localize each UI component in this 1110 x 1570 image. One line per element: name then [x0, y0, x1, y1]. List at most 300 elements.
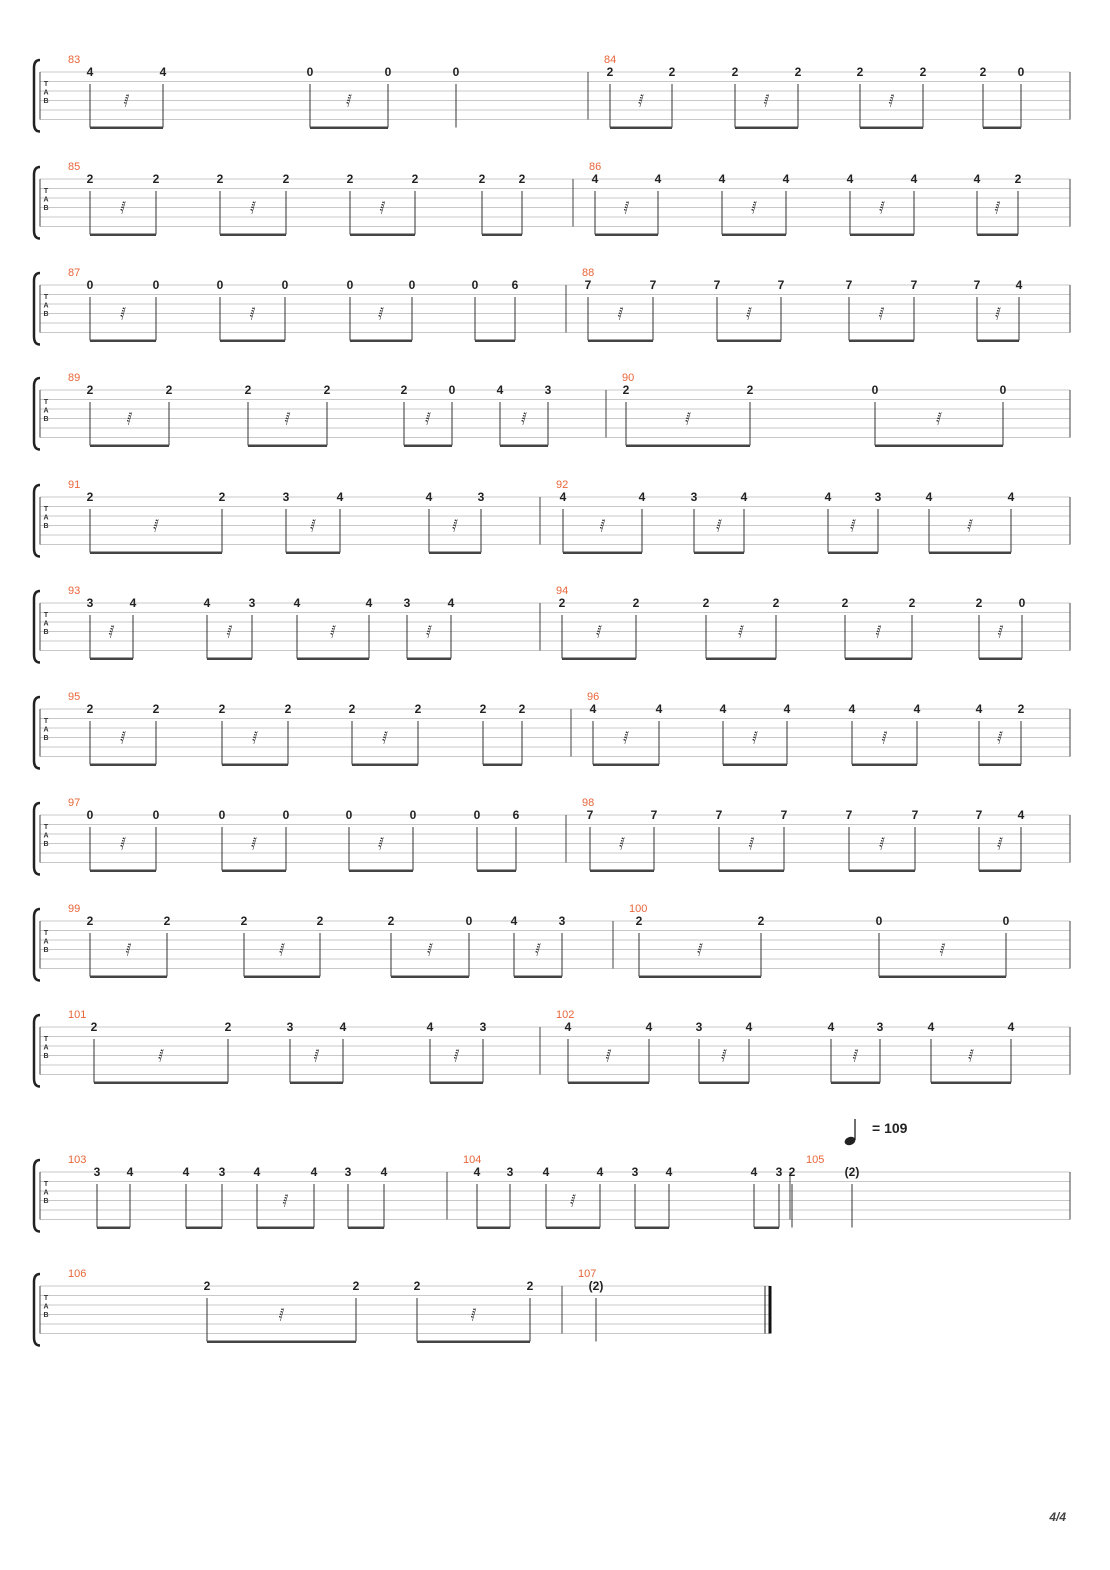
- beam: [635, 1227, 669, 1230]
- fret-number: 2: [518, 172, 526, 186]
- tab-clef-letter: A: [43, 302, 49, 310]
- fret-number: 3: [775, 1165, 783, 1179]
- tab-clef-letter: B: [43, 98, 49, 105]
- fret-number: 0: [281, 278, 289, 292]
- tab-clef-letter: T: [43, 81, 49, 88]
- system-bracket: [34, 60, 40, 132]
- fret-number: 2: [622, 383, 630, 397]
- beam: [248, 445, 327, 448]
- fret-number: 2: [606, 65, 614, 79]
- measure-number: 91: [68, 479, 81, 491]
- rest-symbol: 𝅁: [330, 623, 336, 639]
- tab-clef-letter: A: [43, 1303, 49, 1311]
- rest-symbol: 𝅁: [251, 835, 257, 851]
- system-bracket: [34, 1160, 40, 1232]
- tab-staff-system: [34, 54, 1070, 132]
- measure-number: 83: [68, 54, 81, 66]
- tab-clef-letter: B: [43, 947, 49, 954]
- beam: [391, 976, 469, 979]
- rest-symbol: 𝅁: [875, 623, 882, 639]
- beam: [222, 870, 286, 873]
- tab-staff-system: [34, 903, 1070, 981]
- fret-number: 3: [690, 490, 698, 504]
- beam: [723, 764, 787, 767]
- fret-number: 4: [750, 1165, 758, 1179]
- beam: [593, 764, 659, 767]
- beam: [845, 658, 912, 661]
- beam: [90, 764, 156, 767]
- fret-number: 3: [248, 596, 256, 610]
- fret-number: 2: [757, 914, 765, 928]
- beam: [350, 234, 415, 237]
- rest-symbol: 𝅁: [738, 623, 744, 639]
- rest-symbol: 𝅁: [968, 1047, 974, 1063]
- rest-symbol: 𝅁: [716, 517, 722, 533]
- rest-symbol: 𝅁: [746, 305, 752, 321]
- fret-number: 0: [408, 278, 416, 292]
- fret-number: 2: [282, 172, 290, 186]
- fret-number: 2: [316, 914, 324, 928]
- fret-number: 4: [745, 1020, 753, 1034]
- beam: [875, 445, 1003, 448]
- fret-number: 4: [253, 1165, 261, 1179]
- tab-staff-system: [34, 1268, 770, 1346]
- rest-symbol: 𝅁: [282, 1192, 289, 1208]
- fret-number: 2: [788, 1165, 796, 1179]
- rest-symbol: 𝅁: [453, 1047, 460, 1063]
- fret-number: 2: [731, 65, 739, 79]
- tab-clef-letter: A: [43, 726, 49, 734]
- system-bracket: [34, 273, 40, 345]
- beam: [349, 870, 413, 873]
- fret-number: 4: [559, 490, 567, 504]
- tab-clef-letter: A: [43, 514, 49, 522]
- beam: [477, 870, 516, 873]
- fret-number: 0: [471, 278, 479, 292]
- tab-clef-letter: B: [43, 735, 49, 742]
- fret-number: 3: [631, 1165, 639, 1179]
- rest-symbol: 𝅁: [120, 199, 126, 215]
- tab-clef-letter: B: [43, 523, 49, 530]
- fret-number: 2: [772, 596, 780, 610]
- fret-number: 2: [841, 596, 849, 610]
- measure-number: 107: [578, 1268, 597, 1280]
- beam: [94, 1082, 228, 1085]
- fret-number: 2: [794, 65, 802, 79]
- fret-number: 4: [655, 702, 663, 716]
- beam: [860, 127, 923, 130]
- measure-number: 87: [68, 267, 81, 279]
- fret-number: 4: [665, 1165, 673, 1179]
- fret-number: 0: [216, 278, 224, 292]
- rest-symbol: 𝅁: [936, 410, 942, 426]
- beam: [979, 870, 1021, 873]
- measure-number: 99: [68, 903, 81, 915]
- fret-number: 4: [1007, 1020, 1015, 1034]
- system-bracket: [34, 591, 40, 663]
- tab-staff-system: [34, 372, 1070, 450]
- tab-clef-letter: T: [43, 294, 49, 301]
- tab-clef-letter: T: [43, 1036, 49, 1043]
- fret-number: 4: [129, 596, 137, 610]
- fret-number: 4: [638, 490, 646, 504]
- rest-symbol: 𝅁: [278, 1306, 285, 1322]
- fret-number: 7: [649, 278, 657, 292]
- measure-number: 104: [463, 1154, 482, 1166]
- fret-number: 7: [586, 808, 594, 822]
- rest-symbol: 𝅁: [284, 410, 291, 426]
- rest-symbol: 𝅁: [939, 941, 946, 957]
- fret-number: 4: [927, 1020, 935, 1034]
- fret-number: 4: [975, 702, 983, 716]
- fret-number: 2: [86, 383, 94, 397]
- beam: [477, 1227, 510, 1230]
- beam: [699, 1082, 749, 1085]
- fret-number: 2: [216, 172, 224, 186]
- fret-number: 2: [1014, 172, 1022, 186]
- fret-number: 7: [777, 278, 785, 292]
- fret-number: 7: [650, 808, 658, 822]
- fret-number: 7: [780, 808, 788, 822]
- beam: [90, 658, 133, 661]
- beam: [90, 552, 222, 555]
- beam: [404, 445, 452, 448]
- rest-symbol: 𝅁: [346, 92, 352, 108]
- fret-number: 3: [403, 596, 411, 610]
- beam: [417, 1341, 530, 1344]
- system-bracket: [34, 697, 40, 769]
- fret-number: 4: [339, 1020, 347, 1034]
- fret-number: 4: [542, 1165, 550, 1179]
- fret-number: 7: [911, 808, 919, 822]
- measure-number: 84: [604, 54, 617, 66]
- fret-number: 2: [702, 596, 710, 610]
- tab-clef-letter: B: [43, 205, 49, 212]
- fret-number: 3: [544, 383, 552, 397]
- beam: [310, 127, 388, 130]
- fret-number: 4: [719, 702, 727, 716]
- measure-number: 101: [68, 1009, 87, 1021]
- measure-number: 93: [68, 585, 81, 597]
- rest-symbol: 𝅁: [879, 199, 885, 215]
- measure-number: 92: [556, 479, 569, 491]
- beam: [90, 340, 156, 343]
- beam: [90, 127, 163, 130]
- system-bracket: [34, 803, 40, 875]
- fret-number: 2: [518, 702, 526, 716]
- fret-number: 4: [182, 1165, 190, 1179]
- fret-number: 4: [1017, 808, 1025, 822]
- tab-clef-letter: T: [43, 1295, 49, 1302]
- fret-number: 4: [740, 490, 748, 504]
- fret-number: 2: [323, 383, 331, 397]
- fret-number: 4: [380, 1165, 388, 1179]
- fret-number: 2: [526, 1279, 534, 1293]
- fret-number: 4: [782, 172, 790, 186]
- beam: [297, 658, 369, 661]
- fret-number: 0: [384, 65, 392, 79]
- tab-clef-letter: T: [43, 718, 49, 725]
- tab-clef-letter: A: [43, 1044, 49, 1052]
- rest-symbol: 𝅁: [382, 729, 388, 745]
- rest-symbol: 𝅁: [623, 729, 629, 745]
- rest-symbol: 𝅁: [763, 92, 770, 108]
- measure-number: 90: [622, 372, 635, 384]
- system-bracket: [34, 485, 40, 557]
- tab-clef-letter: T: [43, 399, 49, 406]
- fret-number: 4: [718, 172, 726, 186]
- fret-number: 4: [510, 914, 518, 928]
- fret-number: 3: [876, 1020, 884, 1034]
- beam: [828, 552, 878, 555]
- beam: [244, 976, 320, 979]
- fret-number: 2: [908, 596, 916, 610]
- fret-number: 4: [336, 490, 344, 504]
- beam: [852, 764, 917, 767]
- tab-clef-letter: T: [43, 506, 49, 513]
- tab-clef-letter: B: [43, 416, 49, 423]
- rest-symbol: 𝅁: [378, 835, 384, 851]
- fret-number: 2: [86, 702, 94, 716]
- fret-number: 4: [1007, 490, 1015, 504]
- tab-clef-letter: A: [43, 89, 49, 97]
- fret-number: 3: [282, 490, 290, 504]
- fret-number: 3: [479, 1020, 487, 1034]
- page-number: 4/4: [1049, 1510, 1066, 1524]
- fret-number: 4: [86, 65, 94, 79]
- tab-clef-letter: B: [43, 1053, 49, 1060]
- beam: [483, 764, 522, 767]
- beam: [754, 1227, 779, 1230]
- fret-number: 4: [827, 1020, 835, 1034]
- rest-symbol: 𝅁: [995, 305, 1001, 321]
- tab-clef-letter: A: [43, 938, 49, 946]
- fret-number: 2: [152, 172, 160, 186]
- fret-number: 2: [979, 65, 987, 79]
- fret-number: 0: [875, 914, 883, 928]
- fret-number: 4: [848, 702, 856, 716]
- fret-number: 4: [645, 1020, 653, 1034]
- fret-number: 7: [973, 278, 981, 292]
- beam: [352, 764, 418, 767]
- rest-symbol: 𝅁: [313, 1047, 320, 1063]
- fret-number: 0: [473, 808, 481, 822]
- fret-number: 3: [506, 1165, 514, 1179]
- fret-number: 0: [448, 383, 456, 397]
- fret-number: 0: [871, 383, 879, 397]
- fret-number: 2: [632, 596, 640, 610]
- fret-number: 2: [414, 702, 422, 716]
- rest-symbol: 𝅁: [997, 729, 1003, 745]
- rest-symbol: 𝅁: [685, 410, 691, 426]
- beam: [348, 1227, 384, 1230]
- fret-number: 2: [244, 383, 252, 397]
- beam: [207, 658, 252, 661]
- beam: [90, 445, 169, 448]
- fret-number: 2: [668, 65, 676, 79]
- beam: [407, 658, 451, 661]
- fret-number: 4: [824, 490, 832, 504]
- fret-number: 2: [224, 1020, 232, 1034]
- beam: [610, 127, 672, 130]
- fret-number: 2: [478, 172, 486, 186]
- fret-number: 2: [152, 702, 160, 716]
- fret-number: 4: [496, 383, 504, 397]
- rest-symbol: 𝅁: [623, 199, 630, 215]
- rest-symbol: 𝅁: [881, 729, 888, 745]
- fret-number: 2: [218, 702, 226, 716]
- beam: [220, 234, 286, 237]
- fret-number: 2: [218, 490, 226, 504]
- fret-number: 3: [558, 914, 566, 928]
- fret-number: 0: [465, 914, 473, 928]
- fret-number: 0: [345, 808, 353, 822]
- fret-number: 4: [159, 65, 167, 79]
- system-bracket: [34, 378, 40, 450]
- system-bracket: [34, 1015, 40, 1087]
- rest-symbol: 𝅁: [158, 1047, 164, 1063]
- fret-number: 2: [1017, 702, 1025, 716]
- beam: [97, 1227, 130, 1230]
- beam: [514, 976, 562, 979]
- beam: [722, 234, 786, 237]
- fret-number: 4: [654, 172, 662, 186]
- fret-number: 0: [999, 383, 1007, 397]
- fret-number: 4: [365, 596, 373, 610]
- fret-number: 2: [479, 702, 487, 716]
- tab-clef-letter: T: [43, 188, 49, 195]
- fret-number: 2: [975, 596, 983, 610]
- tab-clef-letter: B: [43, 629, 49, 636]
- fret-number: 7: [975, 808, 983, 822]
- fret-number: 6: [512, 808, 520, 822]
- rest-symbol: 𝅁: [751, 199, 757, 215]
- fret-number: 2: [413, 1279, 421, 1293]
- beam: [220, 340, 285, 343]
- fret-number: 0: [1002, 914, 1010, 928]
- beam: [207, 1341, 356, 1344]
- beam: [90, 870, 156, 873]
- beam: [500, 445, 548, 448]
- fret-number: 4: [426, 1020, 434, 1034]
- fret-number: 0: [282, 808, 290, 822]
- beam: [879, 976, 1006, 979]
- measure-number: 88: [582, 267, 595, 279]
- system-bracket: [34, 167, 40, 239]
- rest-symbol: 𝅁: [379, 199, 386, 215]
- rest-symbol: 𝅁: [310, 517, 316, 533]
- rest-symbol: 𝅁: [535, 941, 541, 957]
- measure-number: 85: [68, 161, 81, 173]
- fret-number: 7: [715, 808, 723, 822]
- fret-number: 6: [511, 278, 519, 292]
- rest-symbol: 𝅁: [425, 410, 431, 426]
- fret-number: 4: [1015, 278, 1023, 292]
- measure-number: 103: [68, 1154, 87, 1166]
- fret-number: 3: [477, 490, 485, 504]
- fret-number: 2: [165, 383, 173, 397]
- fret-number: 2: [352, 1279, 360, 1293]
- beam: [979, 658, 1022, 661]
- beam: [90, 234, 156, 237]
- fret-number: 2: [746, 383, 754, 397]
- rest-symbol: 𝅁: [126, 410, 133, 426]
- fret-number: 7: [713, 278, 721, 292]
- rest-symbol: 𝅁: [967, 517, 973, 533]
- rest-symbol: 𝅁: [997, 623, 1004, 639]
- rest-symbol: 𝅁: [852, 1047, 859, 1063]
- beam: [475, 340, 515, 343]
- beam: [222, 764, 288, 767]
- beam: [639, 976, 761, 979]
- tab-staff-system: [34, 1154, 1070, 1232]
- fret-number: 4: [591, 172, 599, 186]
- beam: [257, 1227, 314, 1230]
- tab-staff-system: [34, 691, 1070, 769]
- tab-clef-letter: B: [43, 841, 49, 848]
- rest-symbol: 𝅁: [697, 941, 703, 957]
- rest-symbol: 𝅁: [250, 199, 256, 215]
- fret-number: 2: [558, 596, 566, 610]
- beam: [626, 445, 750, 448]
- rest-symbol: 𝅁: [619, 835, 625, 851]
- fret-number: 4: [925, 490, 933, 504]
- fret-number: 0: [152, 278, 160, 292]
- rest-symbol: 𝅁: [879, 835, 885, 851]
- beam: [979, 764, 1021, 767]
- measure-number: 106: [68, 1268, 87, 1280]
- fret-number: 4: [846, 172, 854, 186]
- rest-symbol: 𝅁: [378, 305, 384, 321]
- fret-number: 3: [218, 1165, 226, 1179]
- fret-number: (2): [844, 1165, 860, 1179]
- beam: [186, 1227, 222, 1230]
- tab-clef-letter: T: [43, 612, 49, 619]
- beam: [929, 552, 1011, 555]
- beam: [694, 552, 744, 555]
- rest-symbol: 𝅁: [521, 410, 527, 426]
- fret-number: 7: [845, 278, 853, 292]
- fret-number: 3: [286, 1020, 294, 1034]
- rest-symbol: 𝅁: [249, 305, 256, 321]
- rest-symbol: 𝅁: [452, 517, 458, 533]
- rest-symbol: 𝅁: [120, 835, 126, 851]
- tab-clef-letter: B: [43, 1312, 49, 1319]
- tab-clef-letter: B: [43, 311, 49, 318]
- beam: [568, 1082, 649, 1085]
- beam: [977, 340, 1019, 343]
- tab-clef-letter: T: [43, 1181, 49, 1188]
- tempo-value: = 109: [872, 1120, 908, 1136]
- beam: [719, 870, 784, 873]
- rest-symbol: 𝅁: [120, 305, 126, 321]
- beam: [931, 1082, 1011, 1085]
- rest-symbol: 𝅁: [599, 517, 606, 533]
- fret-number: 0: [452, 65, 460, 79]
- measure-number: 94: [556, 585, 569, 597]
- rest-symbol: 𝅁: [850, 517, 856, 533]
- beam: [430, 1082, 483, 1085]
- fret-number: 2: [86, 490, 94, 504]
- fret-number: 3: [695, 1020, 703, 1034]
- fret-number: 0: [1017, 65, 1025, 79]
- rest-symbol: 𝅁: [108, 623, 115, 639]
- tab-staff-system: [34, 1009, 1070, 1087]
- rest-symbol: 𝅁: [748, 835, 755, 851]
- beam: [350, 340, 412, 343]
- fret-number: 2: [240, 914, 248, 928]
- fret-number: 0: [152, 808, 160, 822]
